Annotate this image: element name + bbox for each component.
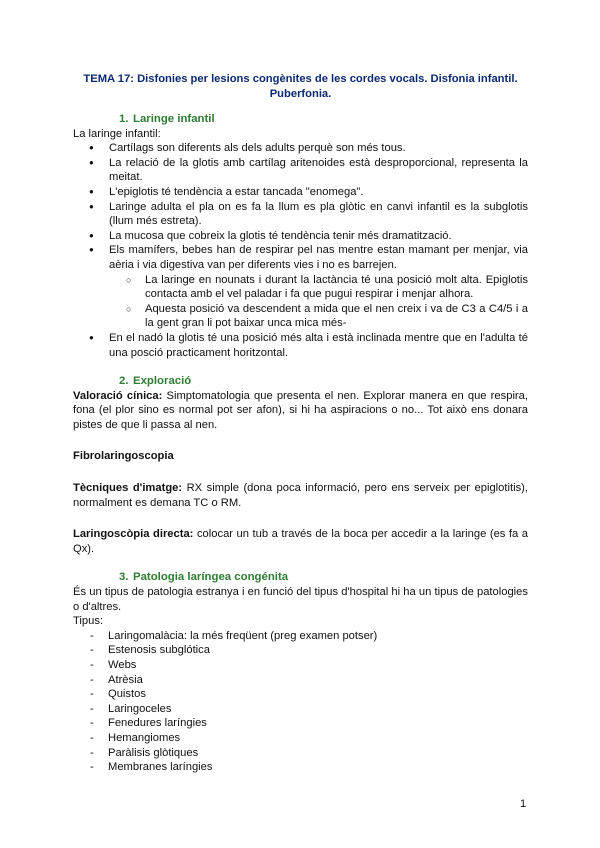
section-intro: És un tipus de patologia estranya i en funció del tipus d'hospital hi ha un tipus de patologies o d'altres.: [73, 586, 528, 613]
fibrolaringoscopia-label: Fibrolaringoscopia: [73, 450, 174, 463]
list-item: ● La relació de la glotis amb cartílag aritenoides està desproporcional, representa la meitat.: [73, 156, 528, 185]
list-item: - Laringoceles: [73, 702, 528, 717]
section-number: 2.: [119, 375, 129, 388]
list-item: ● Laringe adulta el pla on es fa la llum es pla glòtic en canvi infantil es la subglotis (llum més estreta).: [73, 200, 528, 229]
list-item: ● Els mamífers, bebes han de respirar pel nas mentre estan mamant per menjar, via aèria i via digestiva van per diferents vies i no es barrejen.: [73, 243, 528, 272]
list-item: - Quistos: [73, 687, 528, 702]
bullet-list: [73, 141, 528, 272]
list-item: - Membranes laríngies: [73, 760, 528, 775]
tecniques-paragraph: [73, 481, 528, 510]
tecniques-label: Tècniques d'imatge:: [73, 482, 183, 495]
section-intro: La laringe infantil:: [73, 127, 161, 140]
laringoscopia-paragraph: [73, 527, 528, 556]
list-item: ● La mucosa que cobreix la glotis té tendència tenir més dramatització.: [73, 229, 528, 244]
section-title: Laringe infantil: [133, 113, 215, 125]
laringoscopia-label: Laringoscòpia directa:: [73, 528, 194, 541]
list-item: ● En el nadó la glotis té una posició més alta i està inclinada mentre que en l'adulta té una posció practicament horitzontal.: [73, 331, 528, 360]
sub-list-item: ○ La laringe en nounats i durant la lactància té una posició molt alta. Epiglotis contacta amb el vel paladar i fa que pugui respirar i menjar alhora.: [73, 273, 528, 302]
list-item: - Estenosis subglótica: [73, 643, 528, 658]
section-heading-laringe-infantil: [73, 112, 528, 127]
section-number: 3.: [119, 571, 129, 584]
list-item: ● L'epiglotis té tendència a estar tancada "enomega".: [73, 185, 528, 200]
section-title: Patologia laríngea congénita: [133, 571, 289, 584]
sub-bullet-list: [73, 273, 528, 331]
list-item: - Webs: [73, 658, 528, 673]
valoracio-paragraph: [73, 389, 528, 433]
valoracio-label: Valoració cínica:: [73, 389, 163, 402]
list-item: - Atrèsia: [73, 673, 528, 688]
list-item: - Hemangiomes: [73, 731, 528, 746]
section-heading-patologia: [73, 570, 528, 585]
bullet-list: [73, 331, 528, 360]
list-item: - Fenedures laríngies: [73, 716, 528, 731]
tecniques-text: RX simple (dona poca informació, pero ens serveix per epiglotitis), normalment es demana TC o RM.: [73, 482, 528, 509]
section-heading-exploracio: [73, 374, 528, 389]
laringoscopia-text: colocar un tub a través de la boca per accedir a la laringe (es fa a Qx).: [73, 528, 529, 555]
section-number: 1.: [119, 113, 129, 125]
sub-list-item: ○ Aquesta posició va descendent a mida que el nen creix i va de C3 a C4/5 i a la gent gran li pot baixar unca mica més-: [73, 302, 528, 331]
list-item: - Paràlisis glòtiques: [73, 746, 528, 761]
page-title: TEMA 17: Disfonies per lesions congènites de les cordes vocals. Disfonia infantil. Puberfonia.: [83, 73, 518, 100]
page-number: 1: [520, 798, 527, 810]
list-item: ● Cartílags son diferents als dels adults perquè son més tous.: [73, 141, 528, 156]
tipus-list: [73, 629, 528, 775]
tipus-label: Tipus:: [73, 615, 104, 628]
section-title: Exploració: [133, 375, 192, 388]
page-content: [73, 72, 528, 775]
list-item: - Laringomalàcia: la més freqüent (preg examen potser): [73, 629, 528, 644]
valoracio-text: Simptomatologia que presenta el nen. Explorar manera en que respira, fona (el plor sino es normal pot ser afon), si hi ha aspiracions o no... Tot això ens donara pistes de que li passa al nen.: [73, 389, 528, 431]
